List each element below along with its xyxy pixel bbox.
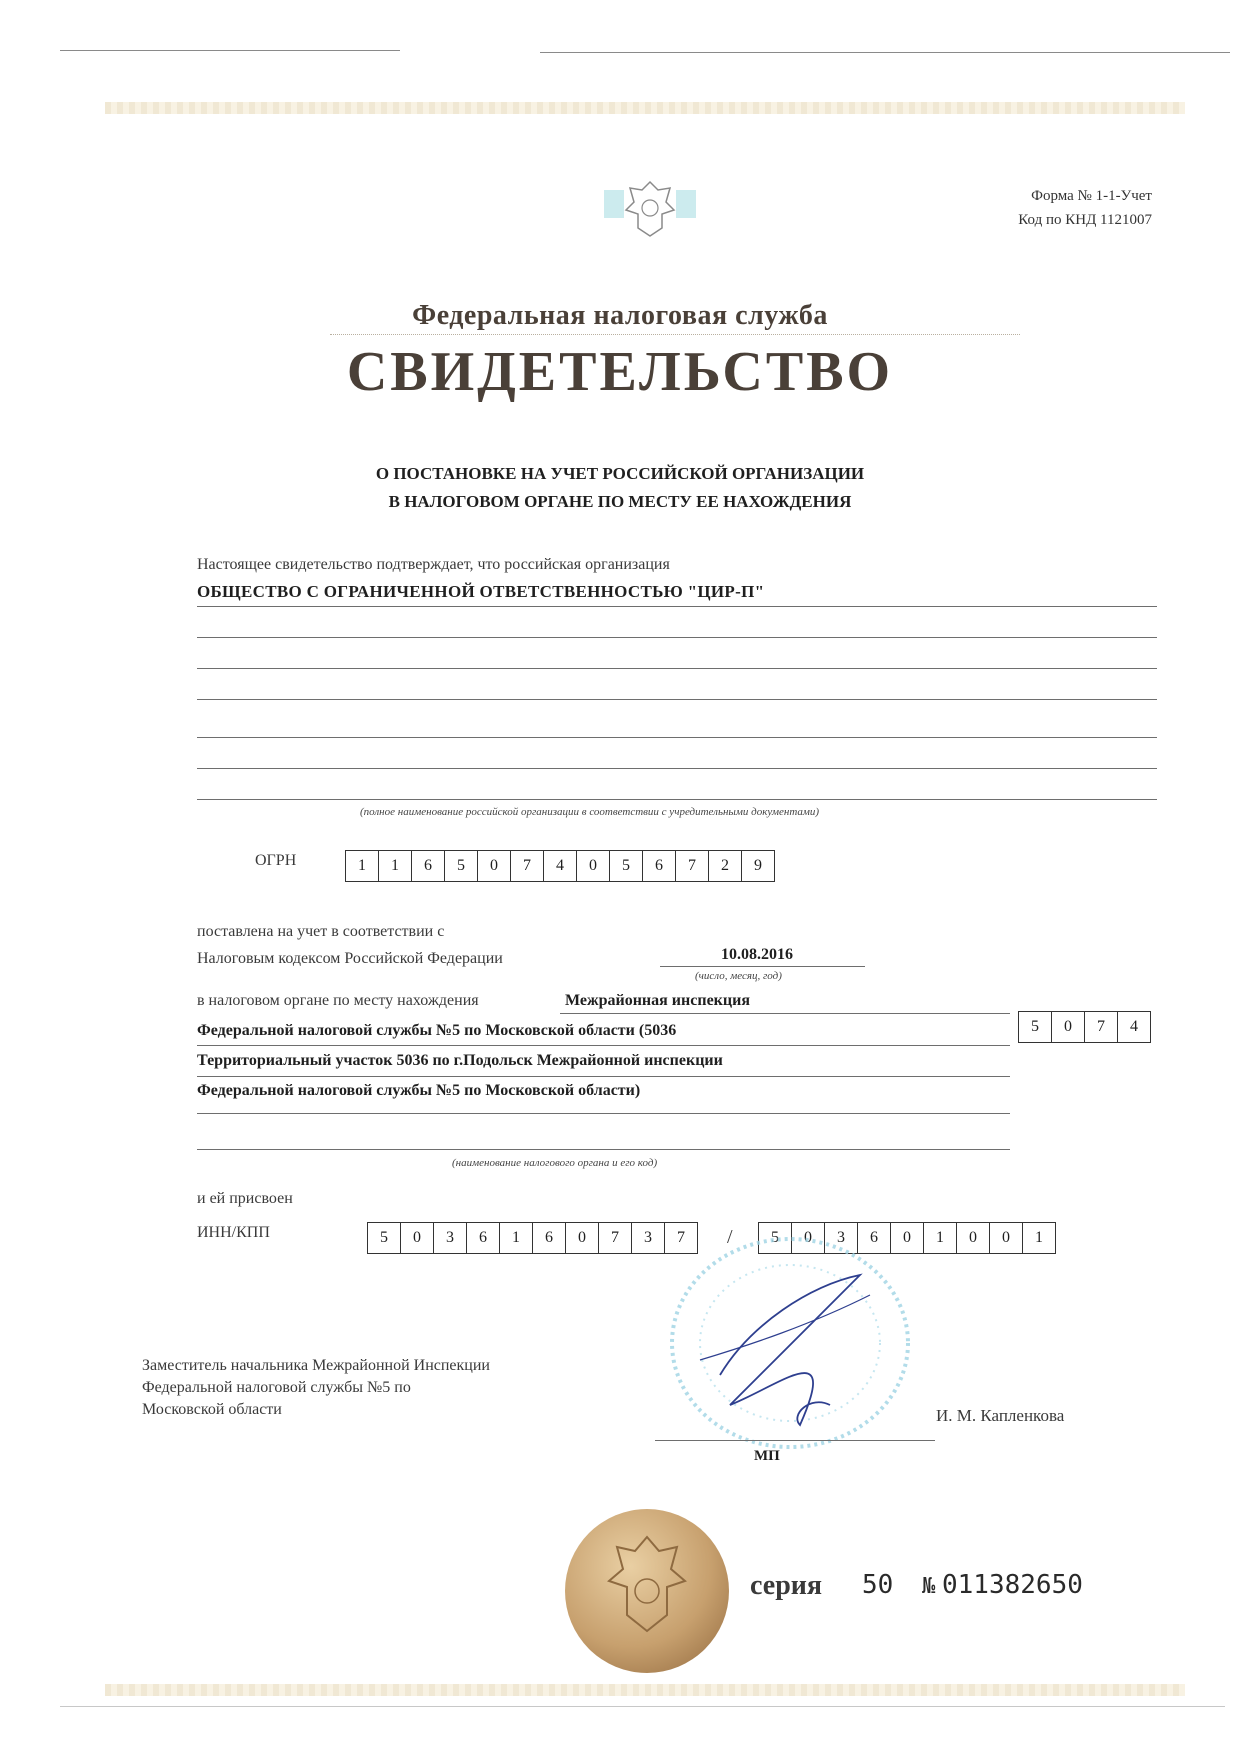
signature-icon — [690, 1265, 890, 1435]
assigned-label: и ей присвоен — [197, 1190, 293, 1207]
tax-authority-line-4: Федеральной налоговой службы №5 по Московской области) — [197, 1082, 641, 1099]
decorative-border-top — [105, 102, 1185, 114]
digit-box: 7 — [675, 851, 708, 881]
tax-line-3 — [197, 1076, 1010, 1077]
digit-box: 2 — [708, 851, 741, 881]
tax-line-5 — [197, 1149, 1010, 1150]
org-line-2 — [197, 637, 1157, 638]
tax-authority-line-3: Территориальный участок 5036 по г.Подольск Межрайонной инспекции — [197, 1052, 723, 1069]
registration-line-2: Налоговым кодексом Российской Федерации — [197, 950, 503, 967]
tax-authority-line-2: Федеральной налоговой службы №5 по Московской области (5036 — [197, 1022, 677, 1039]
certificate-title: СВИДЕТЕЛЬСТВО — [346, 341, 894, 403]
subtitle-line-1: О ПОСТАНОВКЕ НА УЧЕТ РОССИЙСКОЙ ОРГАНИЗАЦИИ — [375, 464, 865, 483]
signature-line — [655, 1440, 935, 1441]
inn-kpp-label: ИНН/КПП — [197, 1224, 270, 1241]
org-line-1 — [197, 606, 1157, 607]
coat-of-arms-icon — [600, 170, 700, 250]
decorative-border-bottom — [105, 1684, 1185, 1696]
digit-box: 0 — [956, 1223, 989, 1253]
digit-box: 0 — [791, 1223, 824, 1253]
signatory-name: И. М. Капленкова — [936, 1406, 1065, 1425]
top-rule-left — [60, 50, 400, 51]
series-value: 50 — [862, 1570, 894, 1600]
digit-box: 3 — [631, 1223, 664, 1253]
digit-box: 5 — [771, 1229, 779, 1246]
digit-box: 7 — [1084, 1012, 1117, 1042]
organization-intro: Настоящее свидетельство подтверждает, что российская организация — [197, 556, 670, 573]
digit-box: 1 — [358, 857, 366, 874]
digit-box: 7 — [510, 851, 543, 881]
certificate-subtitle — [0, 460, 1240, 516]
digit-box: 1 — [1022, 1223, 1055, 1253]
digit-box: 0 — [477, 851, 510, 881]
gold-seal-icon — [563, 1507, 731, 1675]
digit-box: 6 — [642, 851, 675, 881]
digit-box: 3 — [433, 1223, 466, 1253]
organization-caption: (полное наименование российской организации в соответствии с учредительными документами) — [360, 806, 820, 818]
position-line-3: Московской области — [142, 1401, 282, 1418]
title-divider — [330, 334, 1020, 335]
digit-box: 0 — [400, 1223, 433, 1253]
digit-box: 0 — [565, 1223, 598, 1253]
digit-box: 0 — [989, 1223, 1022, 1253]
tax-line-2 — [197, 1045, 1010, 1046]
series-label: серия — [750, 1570, 823, 1601]
org-line-7 — [197, 799, 1157, 800]
series-number-prefix: № — [922, 1574, 936, 1599]
position-line-1: Заместитель начальника Межрайонной Инспекции — [142, 1357, 490, 1374]
digit-box: 5 — [1031, 1018, 1039, 1035]
subtitle-line-2: В НАЛОГОВОМ ОРГАНЕ ПО МЕСТУ ЕЕ НАХОЖДЕНИЯ — [388, 492, 852, 511]
form-code-block — [1018, 184, 1152, 232]
date-underline — [660, 966, 865, 967]
digit-box: 7 — [664, 1223, 697, 1253]
organization-name: ОБЩЕСТВО С ОГРАНИЧЕННОЙ ОТВЕТСТВЕННОСТЬЮ "ЦИР-П" — [197, 582, 765, 601]
ogrn-digit-boxes — [345, 850, 775, 882]
digit-box: 4 — [1117, 1012, 1150, 1042]
top-rule-right — [540, 52, 1230, 53]
digit-box: 6 — [466, 1223, 499, 1253]
date-caption: (число, месяц, год) — [695, 970, 782, 982]
knd-code: Код по КНД 1121007 — [1018, 212, 1152, 228]
form-number: Форма № 1-1-Учет — [1031, 188, 1152, 204]
signatory-position — [142, 1355, 490, 1421]
digit-box: 7 — [598, 1223, 631, 1253]
inn-digit-boxes — [367, 1222, 698, 1254]
digit-box: 5 — [380, 1229, 388, 1246]
digit-box: 3 — [824, 1223, 857, 1253]
digit-box: 6 — [411, 851, 444, 881]
registration-date: 10.08.2016 — [721, 946, 793, 963]
org-line-6 — [197, 768, 1157, 769]
digit-box: 5 — [609, 851, 642, 881]
digit-box: 0 — [890, 1223, 923, 1253]
digit-box: 1 — [499, 1223, 532, 1253]
tax-authority-name-part1: Межрайонная инспекция — [565, 992, 750, 1009]
digit-box: 1 — [923, 1223, 956, 1253]
digit-box: 1 — [378, 851, 411, 881]
registration-line-1: поставлена на учет в соответствии с — [197, 923, 445, 940]
org-line-5 — [197, 737, 1157, 738]
digit-box: 9 — [741, 851, 774, 881]
digit-box: 6 — [857, 1223, 890, 1253]
tax-line-4 — [197, 1113, 1010, 1114]
stamp-place-label: МП — [754, 1448, 780, 1464]
digit-box: 4 — [543, 851, 576, 881]
digit-box: 0 — [576, 851, 609, 881]
tax-line-1 — [560, 1013, 1010, 1014]
agency-title: Федеральная налоговая служба — [412, 300, 828, 331]
digit-box: 0 — [1051, 1012, 1084, 1042]
org-line-4 — [197, 699, 1157, 700]
digit-box: 5 — [444, 851, 477, 881]
series-number: 011382650 — [942, 1570, 1083, 1600]
org-line-3 — [197, 668, 1157, 669]
ogrn-label: ОГРН — [255, 852, 297, 869]
bottom-rule — [60, 1706, 1225, 1707]
position-line-2: Федеральной налоговой службы №5 по — [142, 1379, 411, 1396]
tax-authority-code-boxes — [1018, 1011, 1151, 1043]
tax-authority-intro: в налоговом органе по месту нахождения — [197, 992, 479, 1009]
inn-kpp-separator: / — [727, 1226, 733, 1248]
digit-box: 6 — [532, 1223, 565, 1253]
tax-authority-caption: (наименование налогового органа и его код) — [452, 1157, 658, 1169]
